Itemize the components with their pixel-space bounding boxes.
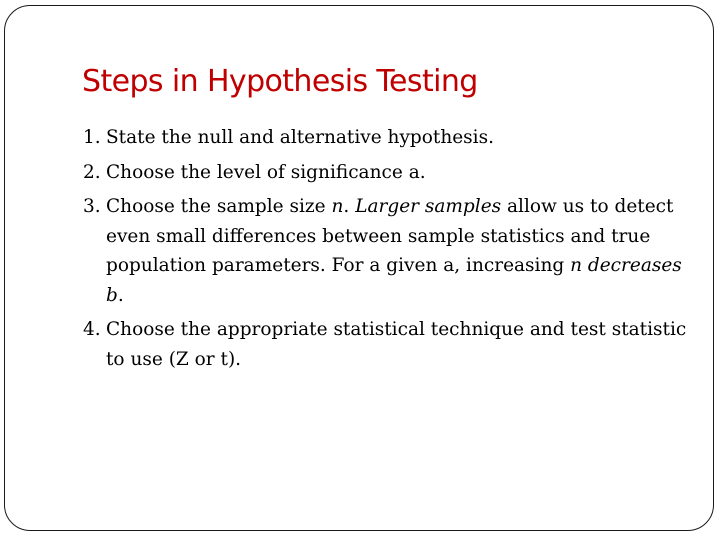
slide-title: Steps in Hypothesis Testing bbox=[82, 64, 478, 99]
step-text: Choose the appropriate statistical technique and test statistic to use (Z or t). bbox=[106, 319, 687, 370]
decreases-emphasis: decreases bbox=[582, 255, 682, 276]
step-item-3 bbox=[83, 192, 693, 310]
step-item-2 bbox=[83, 158, 693, 188]
larger-samples-emphasis: Larger samples bbox=[349, 196, 502, 217]
slide-frame bbox=[4, 5, 714, 531]
sample-size-symbol-2: n bbox=[570, 255, 583, 276]
step-item-4 bbox=[83, 315, 693, 374]
step-item-1 bbox=[83, 123, 693, 153]
step-text: State the null and alternative hypothesis. bbox=[106, 127, 494, 148]
step-text-middle: allow us to detect even small differences between sample statistics and true population parameters. For a given a, increasing bbox=[106, 196, 674, 276]
step-number: 2. bbox=[83, 161, 101, 183]
step-text: Choose the level of significance a. bbox=[106, 161, 426, 183]
beta-symbol: b bbox=[106, 284, 118, 306]
step-number: 3. bbox=[83, 196, 101, 217]
step-list bbox=[83, 123, 693, 379]
step-number: 4. bbox=[83, 319, 101, 340]
step-number: 1. bbox=[83, 127, 101, 148]
sentence-period: . bbox=[343, 196, 350, 217]
step-text-start: Choose the sample size bbox=[106, 196, 332, 217]
sample-size-symbol: n bbox=[331, 196, 344, 217]
step-text-end: . bbox=[117, 284, 124, 306]
